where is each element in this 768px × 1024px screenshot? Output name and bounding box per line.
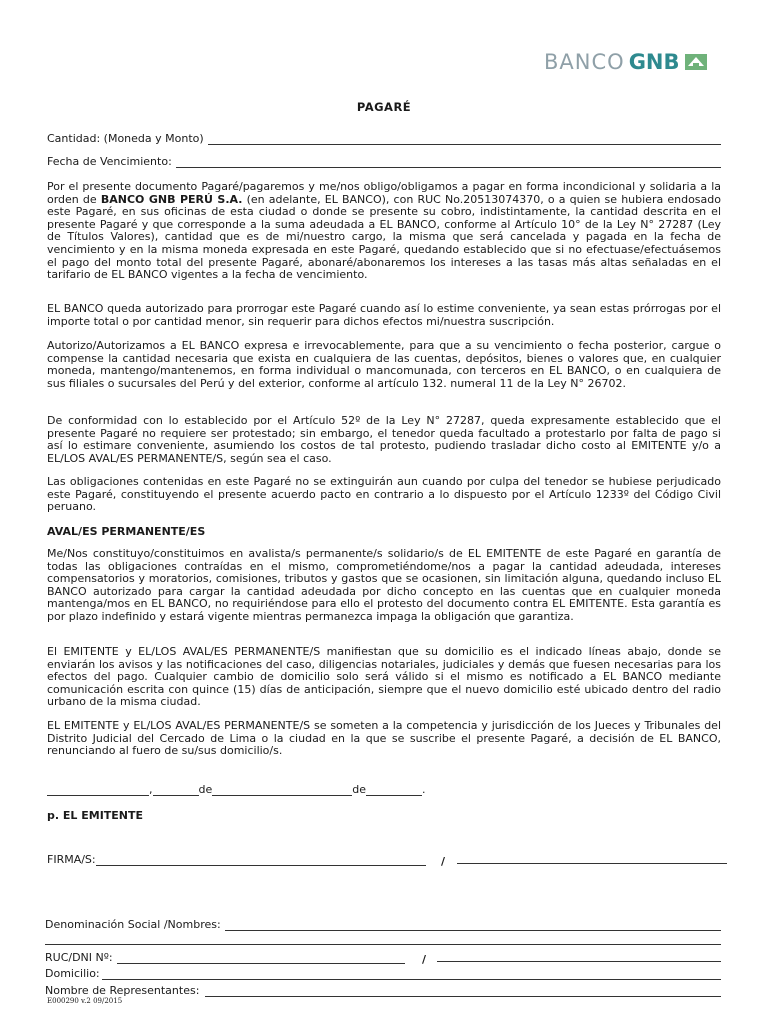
paragraph-authorization: Autorizo/Autorizamos a EL BANCO expresa e irrevocablemente, para que a su vencimiento o fecha posterior, cargue o compense la cantidad necesaria que exista en cualquiera de las cuentas, depósitos, bienes o valores que, en cualquier moneda, mantengo/mantenemos, en forma individual o mancomunada, con terceros en EL BANCO, o en cualquiera de sus filiales o sucursales del Perú y del exterior, conforme al artículo 132. numeral 11 de la Ley N° 26702. bbox=[47, 339, 721, 390]
place-input-line[interactable] bbox=[47, 785, 149, 796]
signature-field[interactable] bbox=[47, 853, 426, 866]
paragraph-domicile: El EMITENTE y EL/LOS AVAL/ES PERMANENTE/S manifiestan que su domicilio es el indicado líneas abajo, donde se enviarán los avisos y las notificaciones del caso, diligencias notariales, judiciales y demás que fuesen necesarias para los efectos del pago. Cualquier cambio de domicilio solo será válido si el mismo es notificado a EL BANCO mediante comunicación escrita con quince (15) días de anticipación, siempre que el nuevo domicilio esté ubicado dentro del radio urbano de la misma ciudad. bbox=[47, 645, 721, 709]
bank-logo bbox=[544, 50, 708, 74]
document-title: PAGARÉ bbox=[356, 100, 412, 114]
representantes-field[interactable] bbox=[45, 984, 721, 997]
month-input-line[interactable] bbox=[212, 785, 352, 796]
place-date-row bbox=[47, 783, 426, 796]
amount-label: Cantidad: (Moneda y Monto) bbox=[47, 132, 204, 145]
representantes-label: Nombre de Representantes: bbox=[45, 984, 200, 997]
amount-field[interactable] bbox=[47, 132, 721, 145]
date-comma: , bbox=[149, 783, 153, 796]
ruc-field-2[interactable] bbox=[437, 951, 721, 962]
paragraph-protest: De conformidad con lo establecido por el Artículo 52º de la Ley N° 27287, queda expresamente establecido que el presente Pagaré no requiere ser protestado; sin embargo, el tenedor queda facultado a protestarlo por falta de pago si así lo estimare conveniente, asumiendo los costos de tal protesto, pudiendo trasladar dicho costo al EMITENTE y/o a EL/LOS AVAL/ES PERMANENTE/S, según sea el caso. bbox=[47, 414, 721, 465]
denominacion-input-line[interactable] bbox=[225, 920, 721, 931]
ruc-slash: / bbox=[422, 953, 427, 966]
domicilio-input-line[interactable] bbox=[102, 969, 721, 980]
denominacion-label: Denominación Social /Nombres: bbox=[45, 918, 221, 931]
paragraph-guarantee: Me/Nos constituyo/constituimos en avalista/s permanente/s solidario/s de EL EMITENTE de este Pagaré en garantía de todas las obligaciones contraídas en el mismo, comprometiéndome/nos a pagar la cantidad adeudada, intereses compensatorios y moratorios, comisiones, tributos y gastos que se ocasionen, sin limitación alguna, quedando incluso EL BANCO autorizado para cargar la cantidad adeudada por dicho concepto en las cuentas que en cualquier moneda mantenga/mos en EL BANCO, no requiriéndose para ello el protesto del documento contra EL EMITENTE. Esta garantía es por plazo indefinido y estará vigente mientras permanezca impaga la obligación que garantiza. bbox=[47, 547, 721, 623]
ruc-input-line-2[interactable] bbox=[437, 951, 721, 962]
paragraph-obligation-text-b: (en adelante, EL BANCO), con RUC No.20513074370, o a quien se hubiera endosado este Pagaré, en sus oficinas de esta ciudad o donde se presente su cobro, indistintamente, la cantidad descrita en el presente Pagaré y que corresponde a la suma adeudada a EL BANCO, conforme al Artículo 10° de la Ley N° 27287 (Ley de Títulos Valores), cantidad que es de mi/nuestro cargo, la misma que será cancelada y pagada en la fecha de vencimiento y en la misma moneda expresada en este Pagaré, quedando establecido que si no efectuase/efectuásemos el pago del monto total del presente Pagaré, abonaré/abonaremos los intereses a las tasas más altas señaladas en el tarifario de EL BANCO vigentes a la fecha de vencimiento. bbox=[47, 192, 721, 282]
paragraph-extension: EL BANCO queda autorizado para prorrogar este Pagaré cuando así lo estime conveniente, ya sean estas prórrogas por el importe total o por cantidad menor, sin requerir para dichos efectos mi/nuestra suscripción. bbox=[47, 302, 721, 328]
aval-heading: AVAL/ES PERMANENTE/ES bbox=[47, 525, 206, 538]
firma-label: FIRMA/S: bbox=[47, 853, 96, 866]
emitente-heading: p. EL EMITENTE bbox=[47, 809, 144, 822]
due-date-input-line[interactable] bbox=[176, 157, 721, 168]
paragraph-obligation-text-a: Por el presente documento Pagaré/pagaremos y me/nos obligo/obligamos a pagar en forma incondicional y solidaria a la orden de bbox=[47, 180, 721, 206]
paragraph-obligations: Las obligaciones contenidas en este Pagaré no se extinguirán aun cuando por culpa del tenedor se hubiese perjudicado este Pagaré, constituyendo el presente acuerdo pacto en contrario a lo dispuesto por el Artículo 1233º del Código Civil peruano. bbox=[47, 475, 721, 514]
due-date-label: Fecha de Vencimiento: bbox=[47, 155, 172, 168]
signature-line-1[interactable] bbox=[96, 855, 426, 866]
signature-line-2[interactable] bbox=[457, 853, 727, 864]
ruc-field[interactable] bbox=[45, 951, 405, 964]
logo-word-gnb: GNB bbox=[628, 50, 680, 74]
date-de-2: de bbox=[352, 783, 366, 796]
bank-name: BANCO GNB PERÚ S.A. bbox=[100, 192, 243, 206]
signature-slash: / bbox=[441, 855, 446, 868]
year-input-line[interactable] bbox=[366, 785, 422, 796]
date-period: . bbox=[422, 783, 426, 796]
gnb-bank-leaf-icon bbox=[684, 53, 708, 71]
logo-word-banco: BANCO bbox=[544, 50, 625, 74]
ruc-label: RUC/DNI Nº: bbox=[45, 951, 113, 964]
due-date-field[interactable] bbox=[47, 155, 721, 168]
denominacion-field[interactable] bbox=[45, 918, 721, 931]
date-de-1: de bbox=[198, 783, 213, 796]
domicilio-label: Domicilio: bbox=[45, 967, 100, 980]
signature-field-2[interactable] bbox=[457, 853, 727, 864]
representantes-input-line[interactable] bbox=[205, 986, 721, 997]
form-code: E000290 v.2 09/2015 bbox=[47, 997, 123, 1005]
divider-line bbox=[45, 944, 721, 945]
day-input-line[interactable] bbox=[153, 785, 199, 796]
paragraph-jurisdiction: EL EMITENTE y EL/LOS AVAL/ES PERMANENTE/S se someten a la competencia y jurisdicción de los Jueces y Tribunales del Distrito Judicial del Cercado de Lima o la ciudad en la que se suscribe el presente Pagaré, a decisión de EL BANCO, renunciando al fuero de su/sus domicilio/s. bbox=[47, 719, 721, 758]
ruc-input-line-1[interactable] bbox=[117, 953, 405, 964]
paragraph-obligation bbox=[47, 181, 721, 282]
amount-input-line[interactable] bbox=[208, 134, 721, 145]
domicilio-field[interactable] bbox=[45, 967, 721, 980]
